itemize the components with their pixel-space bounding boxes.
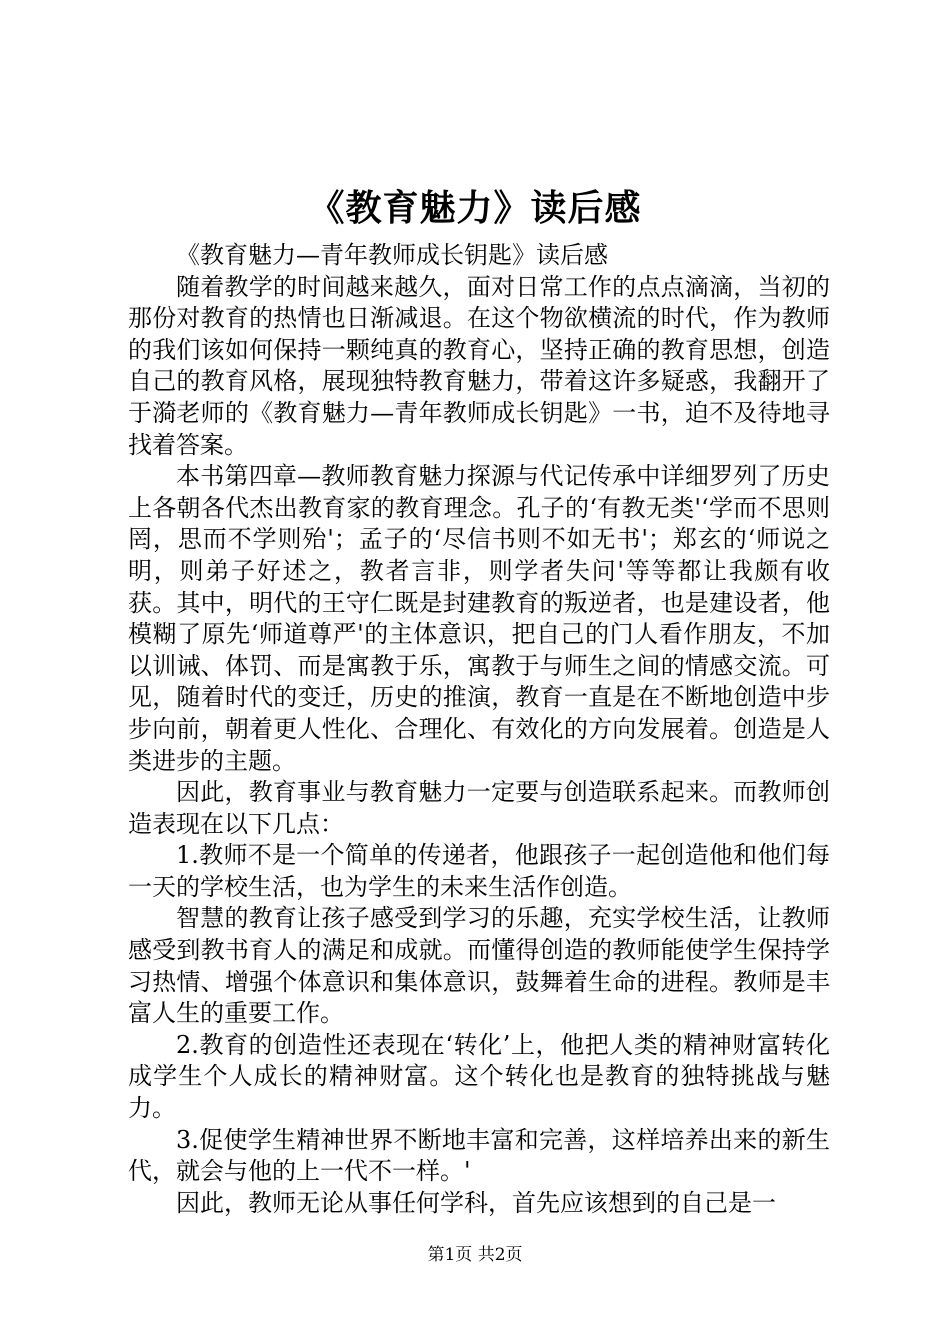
body-paragraph: 因此，教育事业与教育魅力一定要与创造联系起来。而教师创造表现在以下几点： bbox=[128, 778, 830, 838]
page-footer bbox=[0, 1244, 950, 1266]
list-item-paragraph: 3.促使学生精神世界不断地丰富和完善，这样培养出来的新生代，就会与他的上一代不一样。' bbox=[128, 1125, 830, 1186]
body-paragraph: 本书第四章—教师教育魅力探源与代记传承中详细罗列了历史上各朝各代杰出教育家的教育理念。孔子的‘有教无类'‘学而不思则罔，思而不学则殆'；孟子的‘尽信书则不如无书'；郑玄的‘师说之明，则弟子好述之，教者言非，则学者失问'等等都让我颇有收获。其中，明代的王守仁既是封建教育的叛逆者，也是建设者，他模糊了原先‘师道尊严'的主体意识，把自己的门人看作朋友，不加以训诫、体罚、而是寓教于乐，寓教于与师生之间的情感交流。可见，随着时代的变迁，历史的推演，教育一直是在不断地创造中步步向前，朝着更人性化、合理化、有效化的方向发展着。创造是人类进步的主题。 bbox=[128, 462, 830, 775]
body-paragraph: 因此，教师无论从事任何学科，首先应该想到的自己是一 bbox=[176, 1188, 776, 1217]
document-title: 《教育魅力》读后感 bbox=[308, 187, 642, 229]
list-item-paragraph: 1.教师不是一个简单的传递者，他跟孩子一起创造他和他们每一天的学校生活，也为学生的未来生活作创造。 bbox=[128, 841, 830, 901]
list-item-paragraph: 2.教育的创造性还表现在‘转化’上，他把人类的精神财富转化成学生个人成长的精神财富。这个转化也是教育的独特挑战与魅力。 bbox=[128, 1030, 830, 1123]
body-paragraph: 智慧的教育让孩子感受到学习的乐趣，充实学校生活，让教师感受到教书育人的满足和成就。而懂得创造的教师能使学生保持学习热情、增强个体意识和集体意识，鼓舞着生命的进程。教师是丰富人生的重要工作。 bbox=[128, 904, 830, 1028]
subtitle-paragraph: 《教育魅力—青年教师成长钥匙》读后感 bbox=[176, 241, 608, 269]
body-paragraph: 随着教学的时间越来越久，面对日常工作的点点滴滴，当初的那份对教育的热情也日渐减退。在这个物欲横流的时代，作为教师的我们该如何保持一颗纯真的教育心，坚持正确的教育思想，创造自己的教育风格，展现独特教育魅力，带着这许多疑惑，我翻开了于漪老师的《教育魅力—青年教师成长钥匙》一书，迫不及待地寻找着答案。 bbox=[128, 272, 830, 459]
document-body bbox=[128, 240, 830, 1219]
page-number: 第1页 共2页 bbox=[427, 1245, 523, 1265]
